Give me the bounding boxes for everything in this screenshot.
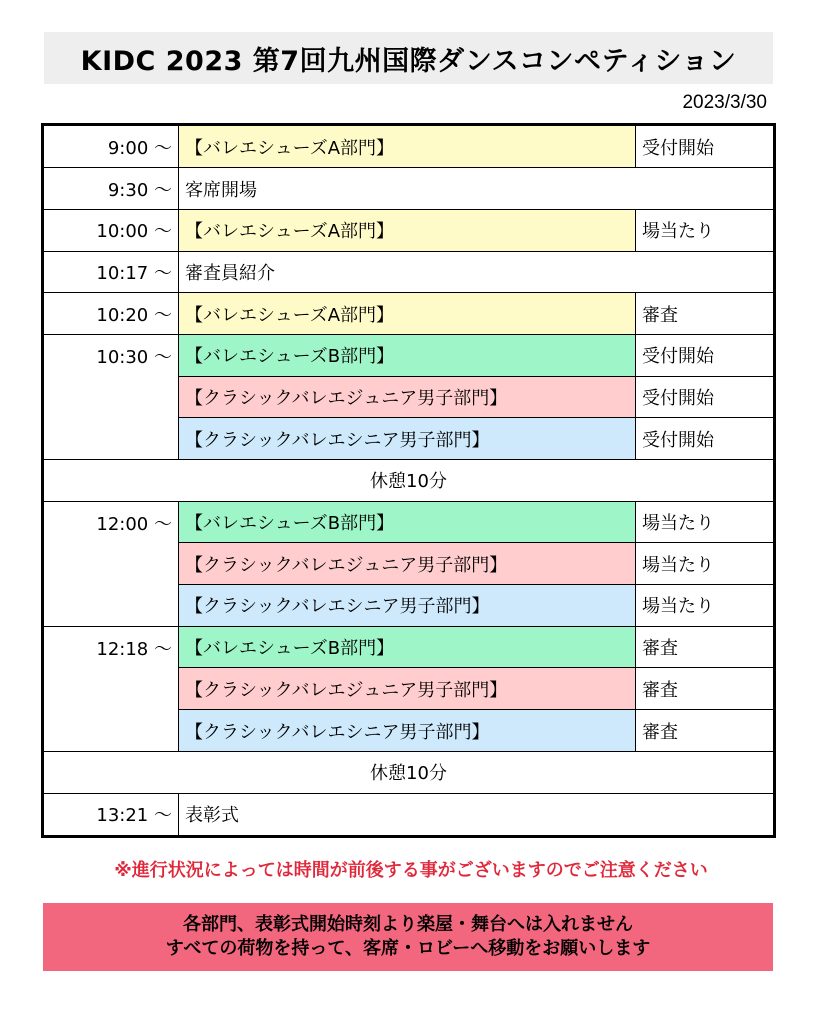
event-cell: 【クラシックバレエジュニア男子部門】 (179, 668, 636, 710)
time-cell: 9:30 〜 (43, 168, 179, 210)
break-cell: 休憩10分 (43, 460, 775, 502)
time-cell: 9:00 〜 (43, 125, 179, 168)
event-cell: 【バレエシューズB部門】 (179, 626, 636, 668)
status-cell: 場当たり (636, 543, 775, 585)
event-cell: 【バレエシューズA部門】 (179, 125, 636, 168)
table-row (43, 460, 775, 502)
event-cell: 【クラシックバレエシニア男子部門】 (179, 710, 636, 752)
status-cell: 場当たり (636, 585, 775, 627)
table-row (43, 501, 775, 543)
event-cell: 客席開場 (179, 168, 775, 210)
table-row (43, 793, 775, 836)
status-cell: 受付開始 (636, 418, 775, 460)
event-cell: 【クラシックバレエシニア男子部門】 (179, 418, 636, 460)
footer-line-2: すべての荷物を持って、客席・ロビーへ移動をお願いします (165, 938, 651, 959)
table-row (43, 168, 775, 210)
time-cell: 10:30 〜 (43, 334, 179, 459)
table-row (43, 251, 775, 293)
page-title-bar (44, 32, 773, 84)
time-cell: 10:17 〜 (43, 251, 179, 293)
status-cell: 受付開始 (636, 376, 775, 418)
time-cell: 10:00 〜 (43, 209, 179, 251)
schedule-table (41, 123, 776, 838)
table-row (43, 626, 775, 668)
event-cell: 【バレエシューズB部門】 (179, 501, 636, 543)
table-row (43, 125, 775, 168)
table-row (43, 751, 775, 793)
status-cell: 受付開始 (636, 125, 775, 168)
time-cell: 12:18 〜 (43, 626, 179, 751)
page-title: KIDC 2023 第7回九州国際ダンスコンペティション (80, 45, 737, 77)
event-cell: 【バレエシューズB部門】 (179, 334, 636, 376)
time-cell: 10:20 〜 (43, 293, 179, 335)
status-cell: 審査 (636, 293, 775, 335)
table-row (43, 209, 775, 251)
status-cell: 受付開始 (636, 334, 775, 376)
event-cell: 表彰式 (179, 793, 775, 836)
table-row (43, 293, 775, 335)
footer-line-1: 各部門、表彰式開始時刻より楽屋・舞台へは入れません (183, 914, 633, 935)
time-cell: 13:21 〜 (43, 793, 179, 836)
event-cell: 審査員紹介 (179, 251, 775, 293)
notice-text: ※進行状況によっては時間が前後する事がございますのでご注意ください (114, 860, 708, 881)
break-cell: 休憩10分 (43, 751, 775, 793)
status-cell: 場当たり (636, 209, 775, 251)
status-cell: 審査 (636, 710, 775, 752)
table-row (43, 334, 775, 376)
event-cell: 【クラシックバレエジュニア男子部門】 (179, 376, 636, 418)
status-cell: 審査 (636, 626, 775, 668)
time-cell: 12:00 〜 (43, 501, 179, 626)
event-cell: 【バレエシューズA部門】 (179, 209, 636, 251)
event-cell: 【クラシックバレエジュニア男子部門】 (179, 543, 636, 585)
event-cell: 【クラシックバレエシニア男子部門】 (179, 585, 636, 627)
event-date: 2023/3/30 (682, 92, 767, 113)
status-cell: 審査 (636, 668, 775, 710)
event-cell: 【バレエシューズA部門】 (179, 293, 636, 335)
footer-banner (43, 903, 773, 971)
status-cell: 場当たり (636, 501, 775, 543)
